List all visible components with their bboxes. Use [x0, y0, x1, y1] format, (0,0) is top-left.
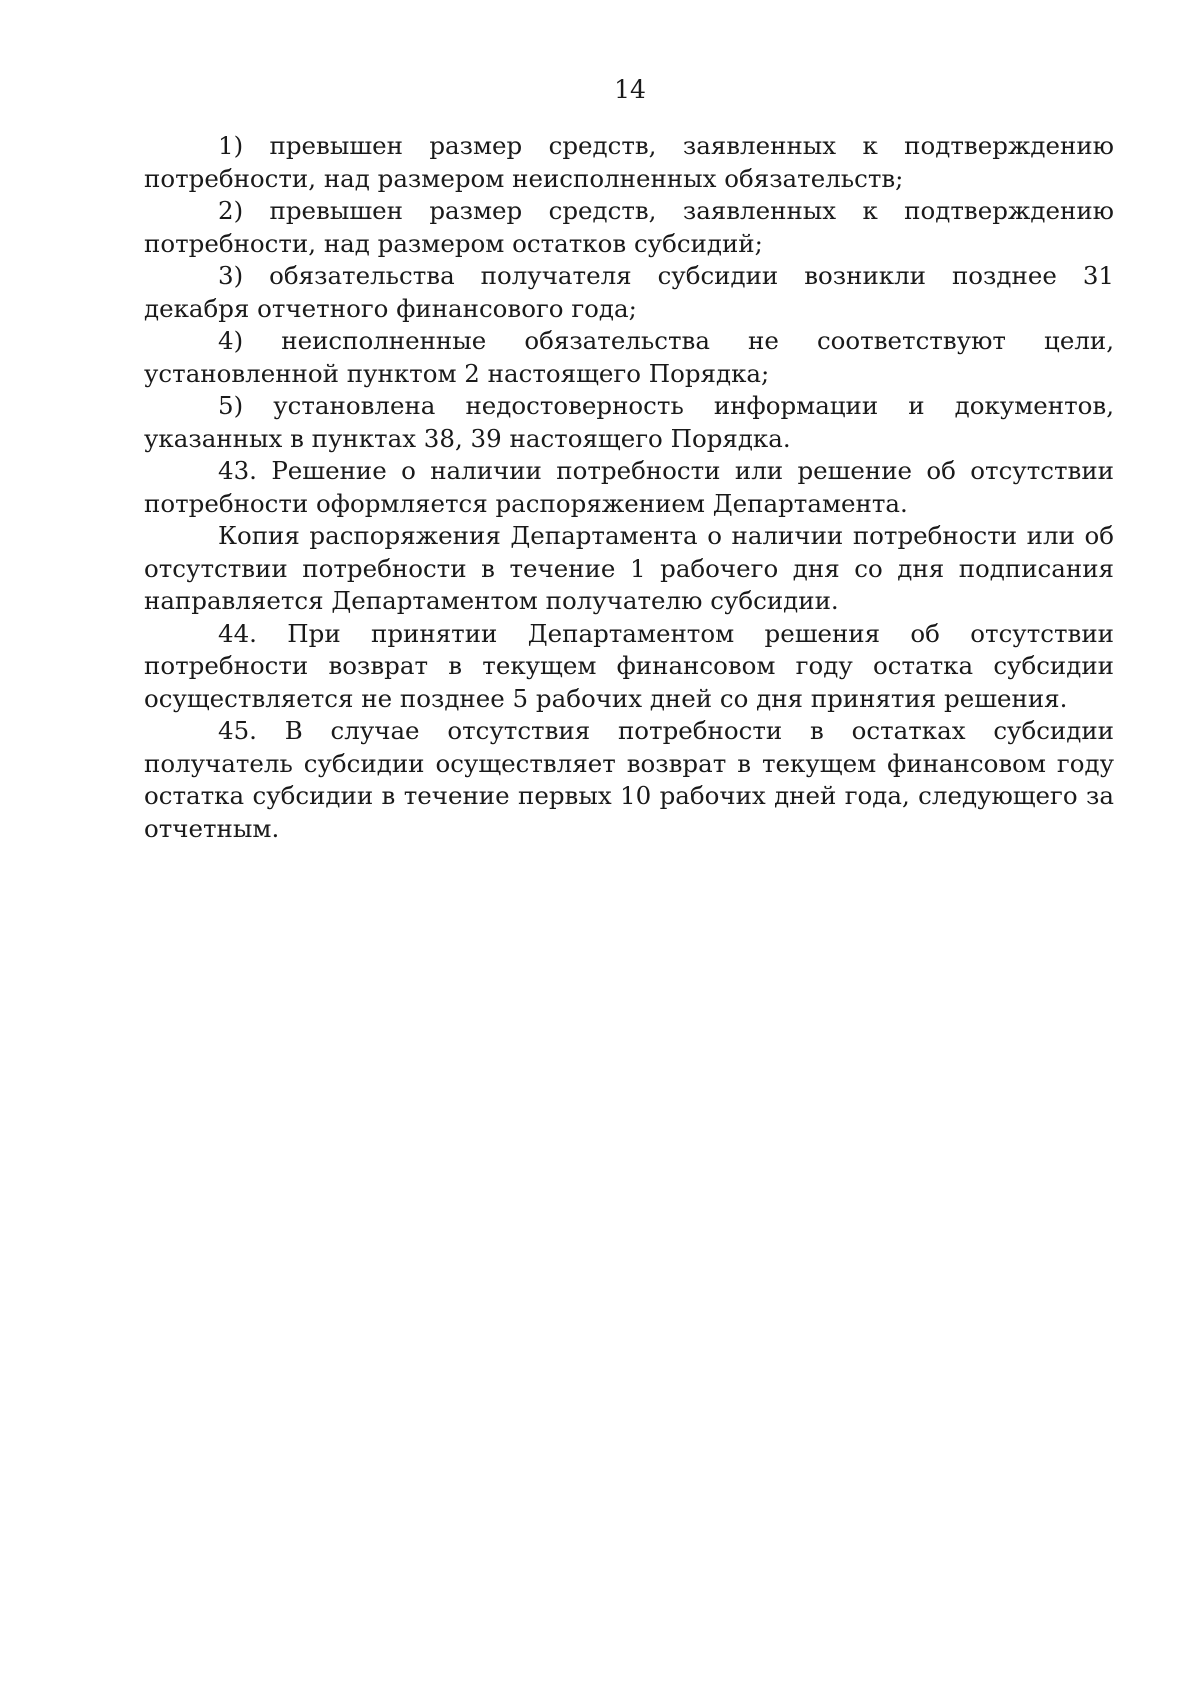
list-item-2: 2) превышен размер средств, заявленных к подтверждению потребности, над размером остатков субсидий;: [144, 196, 1114, 258]
clause-43-copy: Копия распоряжения Департамента о наличии потребности или об отсутствии потребности в течение 1 рабочего дня со дня подписания направляется Департаментом получателю субсидии.: [144, 521, 1114, 615]
list-item-4: 4) неисполненные обязательства не соответствуют цели, установленной пунктом 2 настоящего Порядка;: [144, 326, 1114, 388]
document-body: [144, 130, 1114, 845]
list-item-1: 1) превышен размер средств, заявленных к подтверждению потребности, над размером неисполненных обязательств;: [144, 131, 1114, 193]
clause-45: 45. В случае отсутствия потребности в остатках субсидии получатель субсидии осуществляет возврат в текущем финансовом году остатка субсидии в течение первых 10 рабочих дней года, следующего за отчетным.: [144, 716, 1114, 843]
clause-44: 44. При принятии Департаментом решения об отсутствии потребности возврат в текущем финансовом году остатка субсидии осуществляется не позднее 5 рабочих дней со дня принятия решения.: [144, 618, 1114, 713]
list-item-3: 3) обязательства получателя субсидии возникли позднее 31 декабря отчетного финансового года;: [144, 261, 1114, 323]
list-item-5: 5) установлена недостоверность информации и документов, указанных в пунктах 38, 39 настоящего Порядка.: [144, 391, 1114, 453]
page-number: 14: [614, 75, 646, 104]
clause-43: 43. Решение о наличии потребности или решение об отсутствии потребности оформляется распоряжением Департамента.: [144, 456, 1114, 518]
